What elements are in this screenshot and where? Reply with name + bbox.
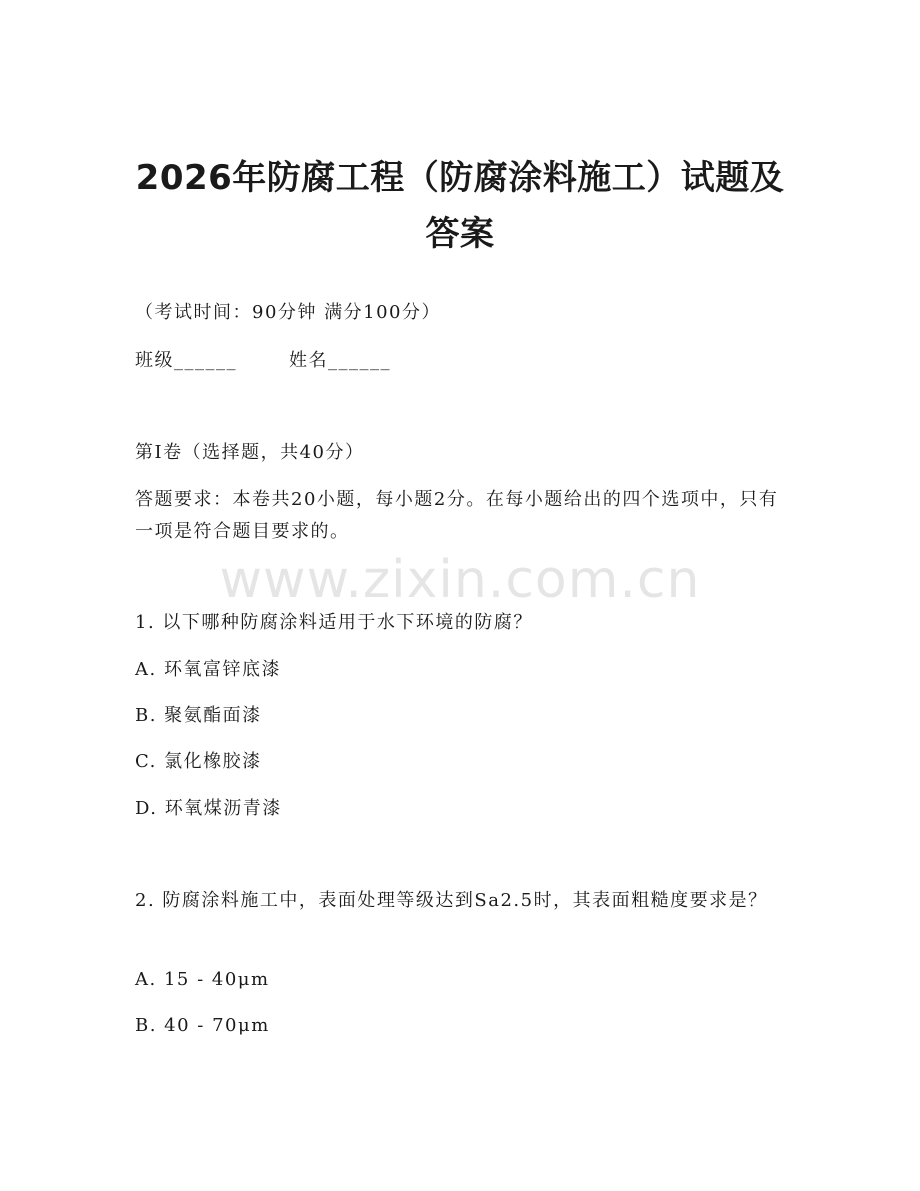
question-option: C. 氯化橡胶漆 [135,751,262,772]
section-heading: 第I卷（选择题，共40分） [135,442,365,463]
question-stem: 1. 以下哪种防腐涂料适用于水下环境的防腐？ [135,612,533,633]
student-info-row [135,345,785,377]
question-stem: 2. 防腐涂料施工中，表面处理等级达到Sa2.5时，其表面粗糙度要求是？ [135,890,768,911]
question-option: D. 环氧煤沥青漆 [135,798,282,819]
question-option: A. 环氧富锌底漆 [135,659,281,680]
question-option: B. 40 - 70μm [135,1015,270,1036]
name-field-label: 姓名______ [289,350,391,371]
document-title: 2026年防腐工程（防腐涂料施工）试题及答案 [135,158,785,254]
class-field-label: 班级______ [135,350,237,371]
watermark: www.zixin.com.cn [219,550,701,610]
section-instructions: 答题要求：本卷共20小题，每小题2分。在每小题给出的四个选项中，只有一项是符合题目要求的。 [135,489,779,542]
question-option: B. 聚氨酯面漆 [135,705,262,726]
exam-info: （考试时间：90分钟 满分100分） [135,302,441,323]
question-option: A. 15 - 40μm [135,969,270,990]
